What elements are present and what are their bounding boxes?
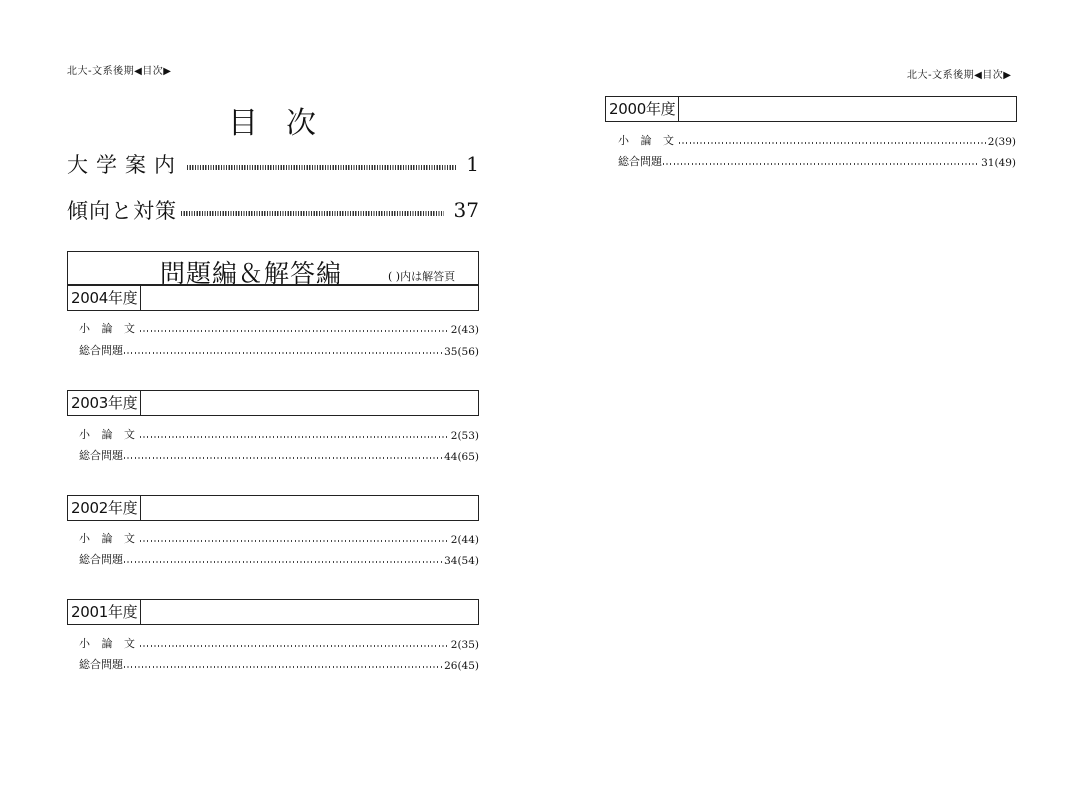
leader-dots bbox=[187, 165, 456, 170]
toc-entry bbox=[79, 551, 479, 567]
toc-entry bbox=[79, 426, 479, 442]
toc-entry-pages: 2(44) bbox=[450, 534, 479, 546]
leader-dots bbox=[140, 330, 449, 332]
toc-major-entry-label: 大学案内 bbox=[67, 153, 183, 177]
leader-dots bbox=[124, 561, 442, 563]
toc-major-entry-label: 傾向と対策 bbox=[67, 199, 177, 223]
year-header-box bbox=[67, 390, 479, 416]
toc-major-entry-page: 1 bbox=[466, 152, 479, 176]
toc-entry-pages: 26(45) bbox=[444, 660, 479, 672]
toc-entry bbox=[618, 132, 1016, 148]
toc-entry-pages: 2(35) bbox=[450, 639, 479, 651]
toc-entry-label: 総合問題 bbox=[618, 155, 662, 168]
year-label: 2000年度 bbox=[606, 97, 679, 121]
leader-dots bbox=[140, 540, 449, 542]
toc-entry-pages: 35(56) bbox=[444, 346, 479, 358]
leader-dots bbox=[679, 142, 986, 144]
year-label: 2001年度 bbox=[68, 600, 141, 624]
leader-dots bbox=[140, 645, 449, 647]
toc-entry bbox=[79, 320, 479, 336]
toc-entry-pages: 34(54) bbox=[444, 555, 479, 567]
toc-entry-label: 総合問題 bbox=[79, 658, 123, 671]
toc-entry-pages: 2(43) bbox=[450, 324, 479, 336]
running-header-right: 北大-文系後期◀目次▶ bbox=[907, 70, 1012, 81]
toc-major-entry-page: 37 bbox=[453, 198, 479, 222]
year-label: 2004年度 bbox=[68, 286, 141, 310]
toc-entry-label: 総合問題 bbox=[79, 449, 123, 462]
toc-entry bbox=[79, 447, 479, 463]
toc-entry-pages: 44(65) bbox=[444, 451, 479, 463]
toc-entry bbox=[79, 530, 479, 546]
leader-dots bbox=[663, 163, 979, 165]
section-note: ( )内は解答頁 bbox=[388, 270, 456, 283]
toc-major-entry bbox=[67, 195, 479, 225]
toc-entry-label: 小 論 文 bbox=[79, 322, 139, 335]
toc-entry-label: 小 論 文 bbox=[79, 637, 139, 650]
section-title: 問題編＆解答編 bbox=[160, 259, 343, 288]
leader-dots bbox=[140, 436, 449, 438]
running-header-left: 北大-文系後期◀目次▶ bbox=[67, 66, 172, 77]
toc-entry bbox=[79, 635, 479, 651]
page-title: 目次 bbox=[228, 106, 344, 141]
toc-entry bbox=[79, 342, 479, 358]
year-label: 2002年度 bbox=[68, 496, 141, 520]
toc-entry-pages: 31(49) bbox=[981, 157, 1016, 169]
year-header-box bbox=[605, 96, 1017, 122]
leader-dots bbox=[181, 211, 444, 216]
leader-dots bbox=[124, 666, 442, 668]
year-header-box bbox=[67, 495, 479, 521]
toc-entry-label: 小 論 文 bbox=[618, 134, 678, 147]
toc-entry-label: 小 論 文 bbox=[79, 532, 139, 545]
section-title-box bbox=[67, 251, 479, 288]
toc-entry-label: 総合問題 bbox=[79, 553, 123, 566]
toc-entry-label: 小 論 文 bbox=[79, 428, 139, 441]
toc-entry bbox=[79, 656, 479, 672]
toc-entry-pages: 2(53) bbox=[450, 430, 479, 442]
year-header-box bbox=[67, 285, 479, 311]
leader-dots bbox=[124, 352, 442, 354]
toc-entry bbox=[618, 153, 1016, 169]
year-header-box bbox=[67, 599, 479, 625]
leader-dots bbox=[124, 457, 442, 459]
toc-major-entry bbox=[67, 149, 479, 179]
toc-entry-pages: 2(39) bbox=[987, 136, 1016, 148]
toc-entry-label: 総合問題 bbox=[79, 344, 123, 357]
year-label: 2003年度 bbox=[68, 391, 141, 415]
